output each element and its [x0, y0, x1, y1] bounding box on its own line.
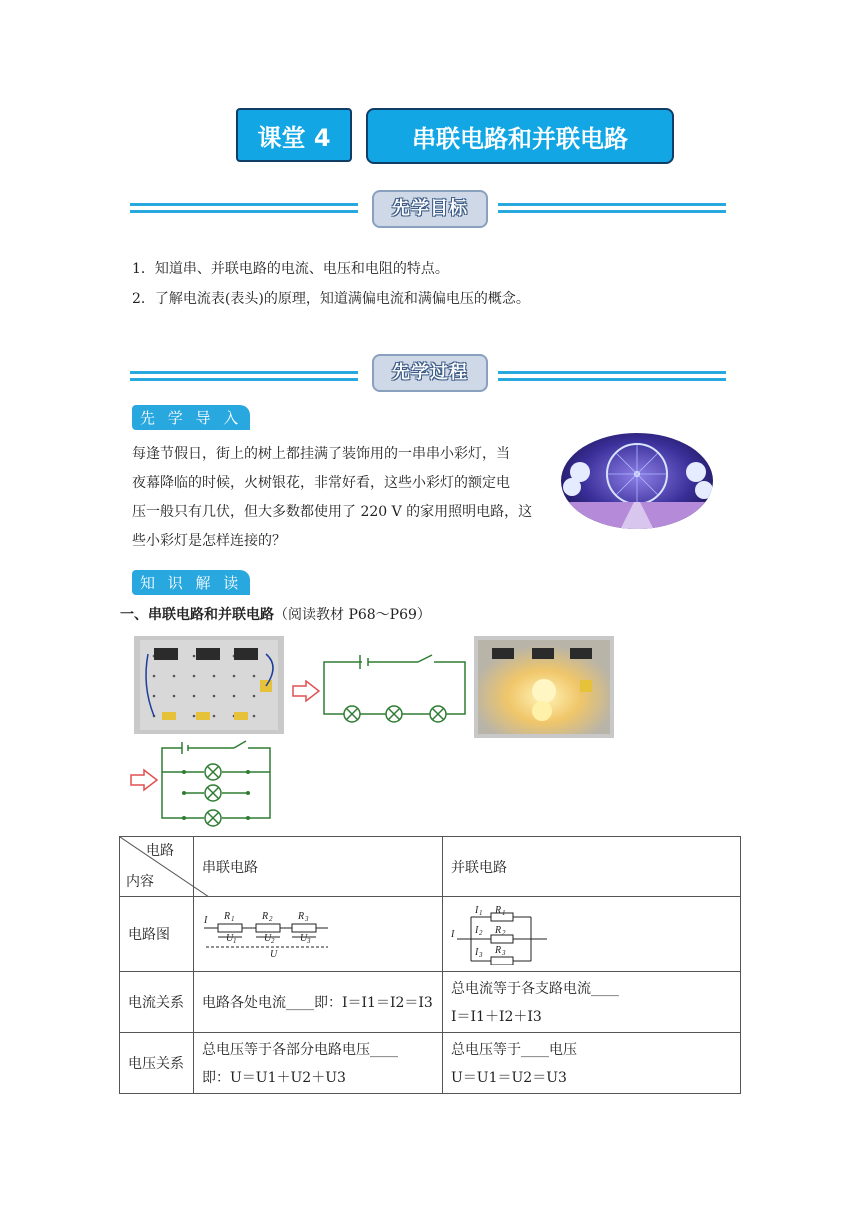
corner-bottom-label: 内容: [126, 874, 154, 890]
row-label: 电流关系: [120, 972, 194, 1033]
intro-line: 压一般只有几伏，但大多数都使用了 220 V 的家用照明电路，这: [132, 504, 533, 520]
intro-line: 每逢节假日，街上的树上都挂满了装饰用的一串串小彩灯，当: [132, 446, 510, 462]
series-schematic-cell: [194, 897, 443, 972]
table-row: [120, 897, 741, 972]
svg-text:R: R: [298, 911, 305, 922]
table-header-series: 串联电路: [194, 837, 443, 897]
knowledge-badge: 知 识 解 读: [132, 570, 250, 595]
svg-text:2: 2: [479, 929, 483, 937]
svg-text:1: 1: [479, 909, 483, 917]
section-rule-right: [498, 378, 726, 381]
corner-top-label: 电路: [146, 843, 174, 859]
table-header-row: [120, 837, 741, 897]
arrow-right-icon: [292, 680, 320, 702]
series-voltage-text: 总电压等于各部分电路电压____: [202, 1042, 398, 1058]
section-rule-left: [130, 203, 358, 206]
svg-text:1: 1: [231, 915, 235, 923]
svg-text:U: U: [226, 933, 234, 944]
heading-note: （阅读教材 P68～P69）: [274, 607, 431, 623]
section-rule-left: [130, 210, 358, 213]
parallel-voltage-cell: [443, 1033, 741, 1094]
intro-line: 些小彩灯是怎样连接的？: [132, 533, 286, 549]
svg-text:2: 2: [502, 929, 506, 937]
svg-text:1: 1: [233, 937, 237, 945]
section-rule-right: [498, 203, 726, 206]
table-header-parallel: 并联电路: [443, 837, 741, 897]
svg-text:R: R: [495, 945, 502, 956]
series-circuit-photo: [134, 636, 284, 734]
svg-text:I: I: [475, 925, 479, 936]
parallel-current-formula: I＝I1＋I2＋I3: [451, 1009, 542, 1025]
svg-text:U: U: [264, 933, 272, 944]
intro-line: 夜幕降临的时候，火树银花，非常好看，这些小彩灯的额定电: [132, 475, 510, 491]
parallel-voltage-text: 总电压等于____电压: [451, 1042, 577, 1058]
svg-text:3: 3: [305, 915, 309, 923]
svg-text:U: U: [300, 933, 308, 944]
svg-text:2: 2: [271, 937, 275, 945]
heading-bold: 一、串联电路和并联电路: [120, 607, 274, 623]
table-row: [120, 972, 741, 1033]
series-current-cell: 电路各处电流____即：I＝I1＝I2＝I3: [194, 972, 443, 1033]
svg-text:I: I: [204, 915, 208, 926]
svg-text:U: U: [270, 949, 278, 960]
svg-text:R: R: [495, 925, 502, 936]
lesson-number-banner: 课堂 4: [236, 108, 352, 162]
goal-item: 2．了解电流表(表头)的原理，知道满偏电流和满偏电压的概念。: [132, 291, 530, 307]
series-circuit-diagram: [322, 652, 468, 724]
svg-text:R: R: [495, 905, 502, 916]
section-rule-left: [130, 371, 358, 374]
section-rule-right: [498, 210, 726, 213]
goal-item: 1．知道串、并联电路的电流、电压和电阻的特点。: [132, 261, 449, 277]
row-label: 电路图: [120, 897, 194, 972]
section-badge-process: 先学过程: [372, 354, 488, 392]
svg-text:I: I: [451, 929, 455, 940]
svg-text:I: I: [475, 905, 479, 916]
parallel-circuit-diagram: [130, 738, 280, 828]
comparison-table: [119, 836, 741, 1094]
svg-text:R: R: [262, 911, 269, 922]
section-rule-left: [130, 378, 358, 381]
parallel-schematic-cell: [443, 897, 741, 972]
ferris-wheel-photo: [560, 432, 714, 530]
intro-paragraph: [132, 440, 562, 556]
parallel-circuit-photo: [474, 636, 614, 738]
series-voltage-formula: 即：U＝U1＋U2＋U3: [202, 1070, 346, 1086]
svg-text:3: 3: [307, 937, 311, 945]
parallel-current-text: 总电流等于各支路电流____: [451, 981, 619, 997]
svg-text:3: 3: [479, 951, 483, 959]
section-badge-goals: 先学目标: [372, 190, 488, 228]
table-corner-cell: [120, 837, 194, 897]
svg-text:R: R: [224, 911, 231, 922]
section-heading: [120, 604, 431, 624]
table-row: [120, 1033, 741, 1094]
parallel-current-cell: [443, 972, 741, 1033]
svg-text:3: 3: [502, 949, 506, 957]
svg-text:2: 2: [269, 915, 273, 923]
row-label: 电压关系: [120, 1033, 194, 1094]
section-rule-right: [498, 371, 726, 374]
series-resistor-diagram: [202, 907, 342, 961]
parallel-voltage-formula: U＝U1＝U2＝U3: [451, 1070, 567, 1086]
lesson-title-banner: 串联电路和并联电路: [366, 108, 674, 164]
svg-text:I: I: [475, 947, 479, 958]
parallel-resistor-diagram: [451, 903, 571, 965]
series-voltage-cell: [194, 1033, 443, 1094]
intro-badge: 先 学 导 入: [132, 405, 250, 430]
svg-text:1: 1: [502, 909, 506, 917]
